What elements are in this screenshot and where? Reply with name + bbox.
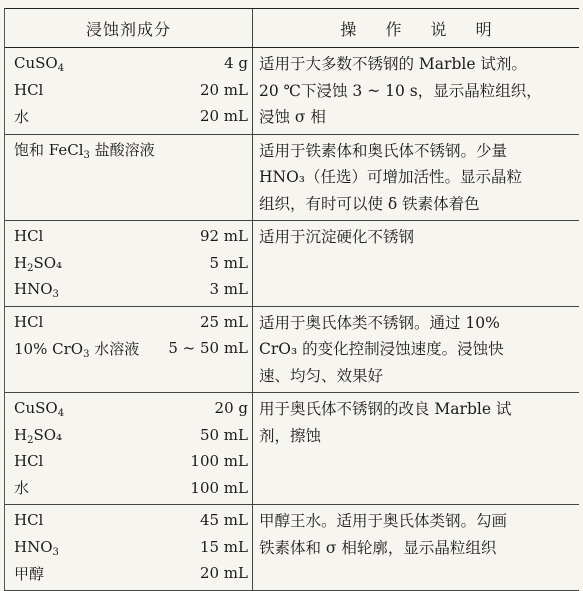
component-line <box>5 475 252 502</box>
component-name: 饱和 FeCl$_3$ 盐酸溶液 <box>14 141 155 162</box>
component-name: HCl <box>14 452 44 471</box>
table-row <box>5 393 579 505</box>
instruction-line: 浸蚀 σ 相 <box>259 108 326 126</box>
table-row <box>5 505 579 590</box>
component-amount: 5 ~ 50 mL <box>168 339 248 358</box>
component-line <box>5 50 252 77</box>
table-continuation <box>4 568 579 575</box>
instruction-line: 剂，擦蚀 <box>259 426 322 445</box>
instruction-line: 20 ℃下浸蚀 3 ~ 10 s，显示晶粒组织， <box>259 81 542 100</box>
component-line <box>5 309 252 336</box>
component-name: $H_2SO_4$ <box>14 425 63 446</box>
component-amount: 20 mL <box>199 107 248 126</box>
instruction-cell <box>253 505 579 590</box>
component-name: HCl <box>14 511 44 530</box>
component-amount: 20 mL <box>199 80 248 99</box>
table-row <box>5 48 579 135</box>
component-name: HCl <box>14 227 44 246</box>
instruction-line: 适用于铁素体和奥氏体不锈钢。少量 <box>259 141 508 160</box>
composition-cell <box>5 393 253 504</box>
component-name: $H_2SO_4$ <box>14 253 63 274</box>
component-amount: 20 mL <box>199 564 248 583</box>
instruction-line: 适用于大多数不锈钢的 Marble 试剂。 <box>259 55 527 73</box>
instruction-line: 铁素体和 σ 相轮廓，显示晶粒组织 <box>259 538 497 557</box>
component-amount: 3 mL <box>209 280 248 299</box>
table-row <box>5 221 579 307</box>
composition-cell <box>5 48 253 134</box>
component-line <box>5 77 252 104</box>
instruction-cell <box>253 393 579 504</box>
instruction-cell <box>253 221 579 306</box>
instruction-cell <box>253 307 579 393</box>
component-name: $HNO_3$ <box>14 537 59 558</box>
component-amount: 100 mL <box>190 452 248 471</box>
composition-cell <box>5 505 253 590</box>
composition-cell <box>5 135 253 221</box>
component-line <box>5 534 252 561</box>
component-name: 水 <box>14 479 30 498</box>
component-amount: 20 g <box>214 399 248 418</box>
instruction-line: 适用于奥氏体类不锈钢。通过 10% <box>259 313 500 332</box>
header-instructions: 操 作 说 明 <box>340 19 504 39</box>
component-name: CuSO$_4$ <box>14 54 65 75</box>
instruction-cell <box>253 135 579 221</box>
composition-cell <box>5 221 253 306</box>
instruction-cell <box>253 48 579 134</box>
component-name: $HNO_3$ <box>14 280 59 301</box>
component-line <box>5 103 252 130</box>
instruction-line: 甲醇王水。适用于奥氏体类钢。勾画 <box>259 512 508 530</box>
component-name: CuSO$_4$ <box>14 399 65 420</box>
component-line <box>5 395 252 422</box>
instruction-line: HNO₃（任选）可增加活性。显示晶粒 <box>259 168 523 186</box>
instruction-line: 用于奥氏体不锈钢的改良 Marble 试 <box>259 400 512 418</box>
table-body <box>5 48 579 590</box>
component-name: 10% CrO$_3$ 水溶液 <box>14 339 140 360</box>
instruction-line: 适用于沉淀硬化不锈钢 <box>259 228 415 246</box>
table-header <box>5 9 579 48</box>
component-amount: 5 mL <box>209 253 248 272</box>
instruction-line: 速、均匀、效果好 <box>259 366 384 385</box>
etchant-table <box>4 8 579 591</box>
component-amount: 25 mL <box>199 312 248 331</box>
component-amount: 92 mL <box>199 227 248 246</box>
component-line <box>5 223 252 250</box>
component-amount: 100 mL <box>190 478 248 497</box>
instruction-line: CrO₃ 的变化控制浸蚀速度。浸蚀快 <box>259 340 504 358</box>
component-line <box>5 422 252 449</box>
component-name: 水 <box>14 107 30 126</box>
component-line <box>5 276 252 303</box>
component-name: HCl <box>14 312 44 331</box>
component-line <box>5 335 252 362</box>
component-line <box>5 250 252 277</box>
table-row <box>5 135 579 222</box>
component-name: HCl <box>14 80 44 99</box>
component-amount: 4 g <box>224 54 248 73</box>
component-line <box>5 137 252 164</box>
component-amount: 50 mL <box>199 425 248 444</box>
component-line <box>5 448 252 475</box>
header-composition: 浸蚀剂成分 <box>5 9 253 47</box>
composition-cell <box>5 307 253 393</box>
component-amount: 15 mL <box>199 537 248 556</box>
component-amount: 45 mL <box>199 511 248 530</box>
component-line <box>5 507 252 534</box>
instruction-line: 组织，有时可以使 δ 铁素体着色 <box>259 194 480 213</box>
component-name: 甲醇 <box>14 564 45 583</box>
table-row <box>5 307 579 394</box>
